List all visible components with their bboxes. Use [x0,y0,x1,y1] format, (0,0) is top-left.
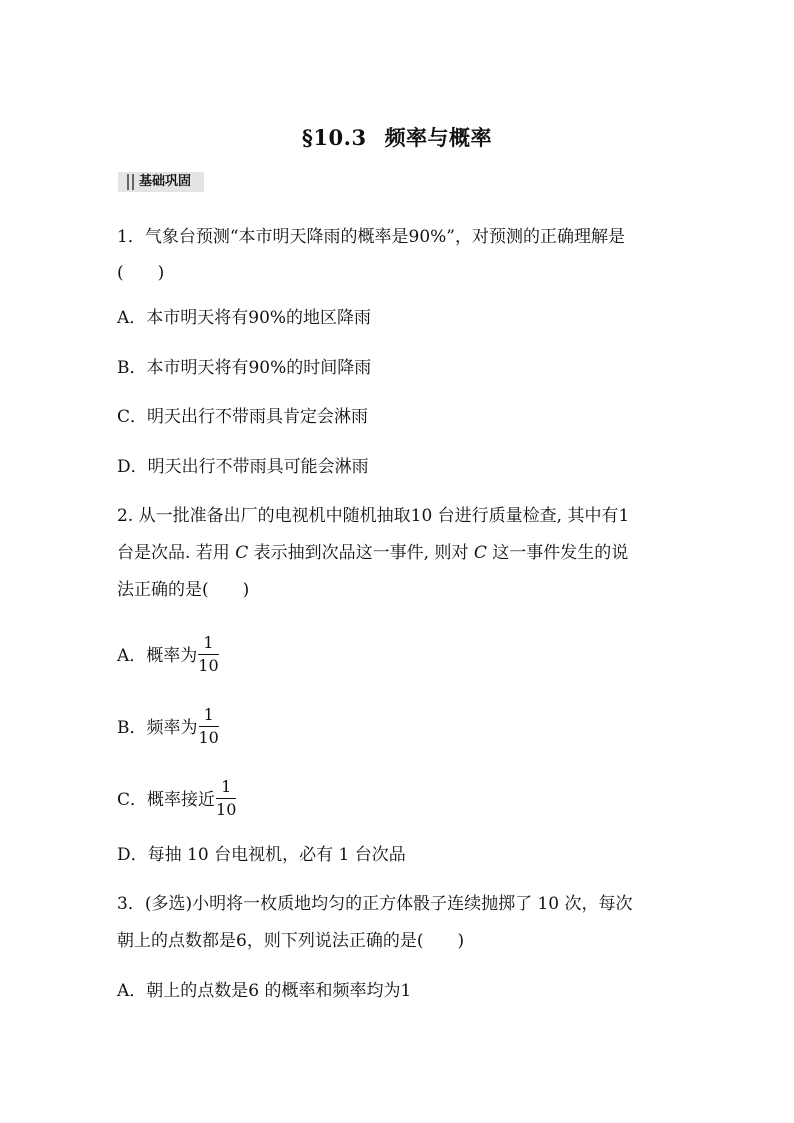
q2-stem-text: 台是次品. 若用 [117,543,230,563]
q2-stem-text: 这一事件发生的说 [492,543,629,563]
fraction-numerator: 1 [199,707,219,727]
fraction-numerator: 1 [216,779,236,799]
q1-stem-line1: 1．气象台预测“本市明天降雨的概率是90%”，对预测的正确理解是 [117,227,625,247]
q1-option-d: D．明天出行不带雨具可能会淋雨 [117,457,369,477]
option-label: B．频率为 [117,718,198,738]
q3-stem-line1: 3．(多选)小明将一枚质地均匀的正方体骰子连续抛掷了 10 次，每次 [117,894,633,914]
fraction [198,635,218,674]
tag-bar-icon [132,174,134,190]
tag-bar-icon [127,174,129,190]
section-number: §10.3 [301,125,367,150]
q3-stem-line2: 朝上的点数都是6，则下列说法正确的是( ) [117,931,465,951]
option-label: C．概率接近 [117,790,216,810]
q2-stem-line3: 法正确的是( ) [117,580,250,600]
q1-stem-line2: ( ) [117,263,165,283]
q2-variable: C [235,543,249,563]
fraction [216,779,236,818]
fraction-denominator: 10 [198,656,219,675]
fraction-denominator: 10 [198,728,219,747]
section-tag [118,172,204,192]
page-title [0,122,794,152]
q2-stem-line2 [117,542,628,564]
q2-stem-line1: 2. 从一批准备出厂的电视机中随机抽取10 台进行质量检查, 其中有1 [117,506,630,526]
q1-option-b: B．本市明天将有90%的时间降雨 [117,358,372,378]
q2-option-c [117,777,237,820]
option-label: A．概率为 [117,646,198,666]
q2-option-d: D．每抽 10 台电视机，必有 1 台次品 [117,845,406,865]
fraction-numerator: 1 [198,635,218,655]
fraction [199,707,219,746]
q2-stem-text: 表示抽到次品这一事件, 则对 [253,543,469,563]
q2-variable: C [473,543,487,563]
fraction-denominator: 10 [216,800,237,819]
q2-option-a [117,633,219,676]
section-tag-label: 基础巩固 [139,174,192,189]
q1-option-a: A．本市明天将有90%的地区降雨 [117,308,372,328]
title-text: 频率与概率 [384,125,493,150]
q1-option-c: C．明天出行不带雨具肯定会淋雨 [117,407,369,427]
q2-option-b [117,705,219,748]
q3-option-a: A．朝上的点数是6 的概率和频率均为1 [117,981,412,1001]
